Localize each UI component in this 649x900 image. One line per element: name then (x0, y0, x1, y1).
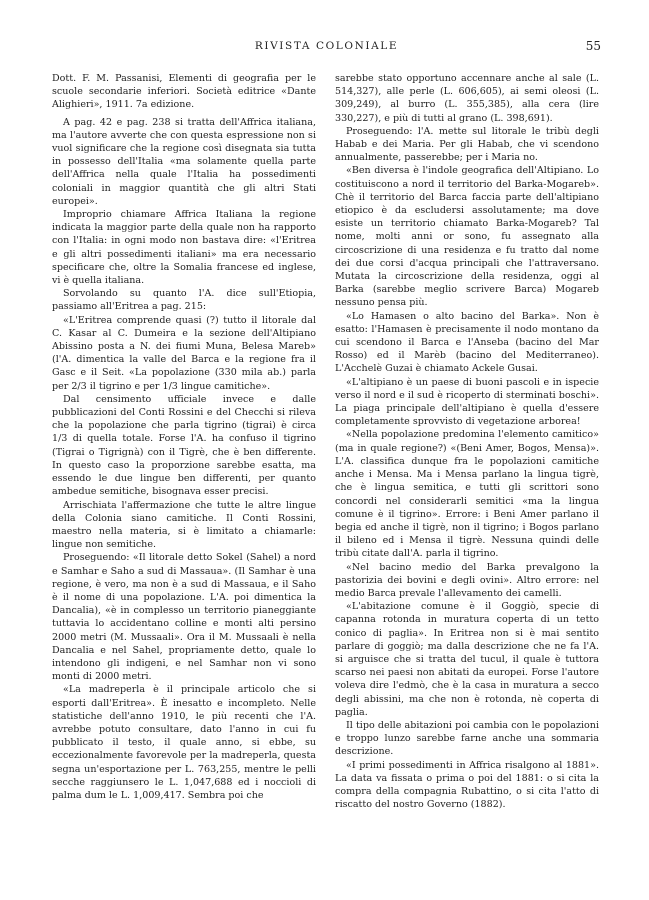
paragraph: A pag. 42 e pag. 238 si tratta dell'Affrica italiana, ma l'autore avverte che con questa espressione non si vuol significare che la regione così disegnata sia tutta in possesso dell'Italia «ma solamente quella parte dell'Affrica nella quale l'Italia ha possedimenti coloniali in maggior quantità che gli altri Stati europei». (52, 116, 316, 207)
paragraph: «Nel bacino medio del Barka prevalgono la pastorizia dei bovini e degli ovini». Altro errore: nel medio Barca prevale l'allevamento dei camelli. (335, 561, 599, 599)
page-number: 55 (585, 39, 601, 53)
book-reference: Dott. F. M. Passanisi, Elementi di geografia per le scuole secondarie inferiori. Società editrice «Dante Alighieri», 1911. 7a edizione. (52, 73, 316, 111)
paragraph: «L'abitazione comune è il Goggiò, specie di capanna rotonda in muratura coperta di un tetto conico di paglia». In Eritrea non si è mai sentito parlare di goggiò; ma dalla descrizione che ne fa l'A. si arguisce che si tratta del tucul, il quale è tuttora scarso nei paesi non abitati da europei. Forse l'autore voleva dire l'edmò, che è la casa in muratura a secco degli abissini, ma che non è rotonda, nè coperta di paglia. (335, 601, 599, 718)
paragraph: Proseguendo: l'A. mette sul litorale le tribù degli Habab e dei Maria. Per gli Habab, che vi scendono annualmente, passerebbe; per i Maria no. (335, 125, 599, 164)
paragraph: «Nella popolazione predomina l'elemento camitico» (ma in quale regione?) «(Beni Amer, Bogos, Mensa)». L'A. classifica dunque fra le popolazioni camitiche anche i Mensa. Ma i Mensa parlano la lingua tigrè, che è lingua semitica, e tutti gli scrittori sono concordi nel considerarli semitici «ma la lingua comune è il tigrino». Errore: i Beni Amer parlano il begia ed anche il tigrè, non il tigrino; i Bogos parlano il bileno ed i Mensa il tigrè. Nessuna quindi delle tribù citate dall'A. parla il tigrino. (335, 429, 599, 560)
paragraph: Improprio chiamare Affrica Italiana la regione indicata la maggior parte della quale non ha rapporto con l'Italia: in ogni modo non bastava dire: «l'Eritrea e gli altri possedimenti italiani» ma era necessario specificare che, oltre la Somalia francese ed inglese, vi è quella italiana. (52, 209, 316, 287)
running-header (52, 40, 601, 56)
paragraph: «L'Eritrea comprende quasi (?) tutto il litorale dal C. Kasar al C. Dumeira e la sezione dell'Altipiano Abissino posta a N. dei fiumi Muna, Belesa Mareb» (l'A. dimentica la valle del Barca e la regione fra il Gasc e il Seit. «La popolazione (330 mila ab.) parla per 2/3 il tigrino e per 1/3 lingue camitiche». (52, 314, 316, 392)
paragraph: Sorvolando su quanto l'A. dice sull'Etiopia, passiamo all'Eritrea a pag. 215: (52, 288, 316, 313)
paragraph: «Ben diversa è l'indole geografica dell'Altipiano. Lo costituiscono a nord il territorio del Barka-Mogareb». Chè il territorio del Barca faccia parte dell'altipiano etiopico è da escludersi assolutamente; ma dove esiste un territorio chiamato Barka-Mogareb? Tal nome, molti anni or sono, fu assegnato alla circoscrizione di una residenza e fu tratto dal nome dei due corsi d'acqua principali che l'attraversano. Mutata la circoscrizione della residenza, oggi al Barka (sarebbe meglio scrivere Barca) Mogareb nessuno pensa più. (335, 165, 599, 309)
paragraph: «La madreperla è il principale articolo che si esporti dall'Eritrea». È inesatto e incompleto. Nelle statistiche dell'anno 1910, le più recenti che l'A. avrebbe potuto consultare, dato l'anno in cui fu pubblicato il testo, il quale anno, si ebbe, su eccezionalmente favorevole per la madreperla, questa segna un'esportazione per L. 763,255, mentre le pelli secche raggiunsero le L. 1,047,688 ed i noccioli di palma dum le L. 1,009,417. Sembra poi che (52, 684, 316, 801)
paragraph: «I primi possedimenti in Affrica risalgono al 1881». La data va fissata o prima o poi del 1881: o si cita la compra della compagnia Rubattino, o si cita l'atto di riscatto del nostro Governo (1882). (335, 759, 599, 811)
running-title: RIVISTA COLONIALE (254, 40, 399, 52)
left-column (52, 72, 316, 802)
paragraph: Arrischiata l'affermazione che tutte le altre lingue della Colonia siano camitiche. Il Conti Rossini, maestro nella materia, si è limitato a chiamarle: lingue non semitiche. (52, 499, 316, 551)
paragraph: «Lo Hamasen o alto bacino del Barka». Non è esatto: l'Hamasen è precisamente il nodo montano da cui scendono il Barca e l'Anseba (bacino del Mar Rosso) ed il Marèb (bacino del Mediterraneo). L'Acchelè Guzai è chiamato Ackele Gusai. (335, 310, 599, 375)
paragraph: Dal censimento ufficiale invece e dalle pubblicazioni del Conti Rossini e del Checchi si rileva che la popolazione che parla tigrino (tigrai) è circa 1/3 di quella totale. Forse l'A. ha confuso il tigrino (Tigrai o Tigrignà) con il Tigrè, che è ben differente. In questo caso la proporzione sarebbe esatta, ma essendo le due lingue ben differenti, per quanto ambedue semitiche, bisognava esser precisi. (52, 393, 316, 498)
paragraph: Proseguendo: «Il litorale detto Sokel (Sahel) a nord e Samhar e Saho a sud di Massaua». (Il Samhar è una regione, è vero, ma non è a sud di Massaua, e il Saho è il nome di una popolazione. L'A. poi dimentica la Dancalia), «è in complesso un territorio pianeggiante tuttavia lo accidentano colline e monti alti persino 2000 metri (M. Mussaali». Ora il M. Mussaali è nella Dancalia e nel Sahel, propriamente detto, quale lo intendono gli indigeni, e nel Samhar non vi sono monti di 2000 metri. (52, 552, 316, 683)
paragraph: Il tipo delle abitazioni poi cambia con le popolazioni e troppo lunzo sarebbe farne anche una sommaria descrizione. (335, 719, 599, 758)
right-column (335, 72, 599, 811)
paragraph: sarebbe stato opportuno accennare anche al sale (L. 514,327), alle perle (L. 606,605), ai semi oleosi (L. 309,249), al burro (L. 355,385), alla cera (lire 330,227), e più di tutti al grano (L. 398,691). (335, 73, 599, 124)
paragraph: «L'altipiano è un paese di buoni pascoli e in ispecie verso il nord e il sud è ricoperto di sterminati boschi». La piaga principale dell'altipiano è quella d'essere completamente sprovvisto di vegetazione arborea! (335, 376, 599, 428)
